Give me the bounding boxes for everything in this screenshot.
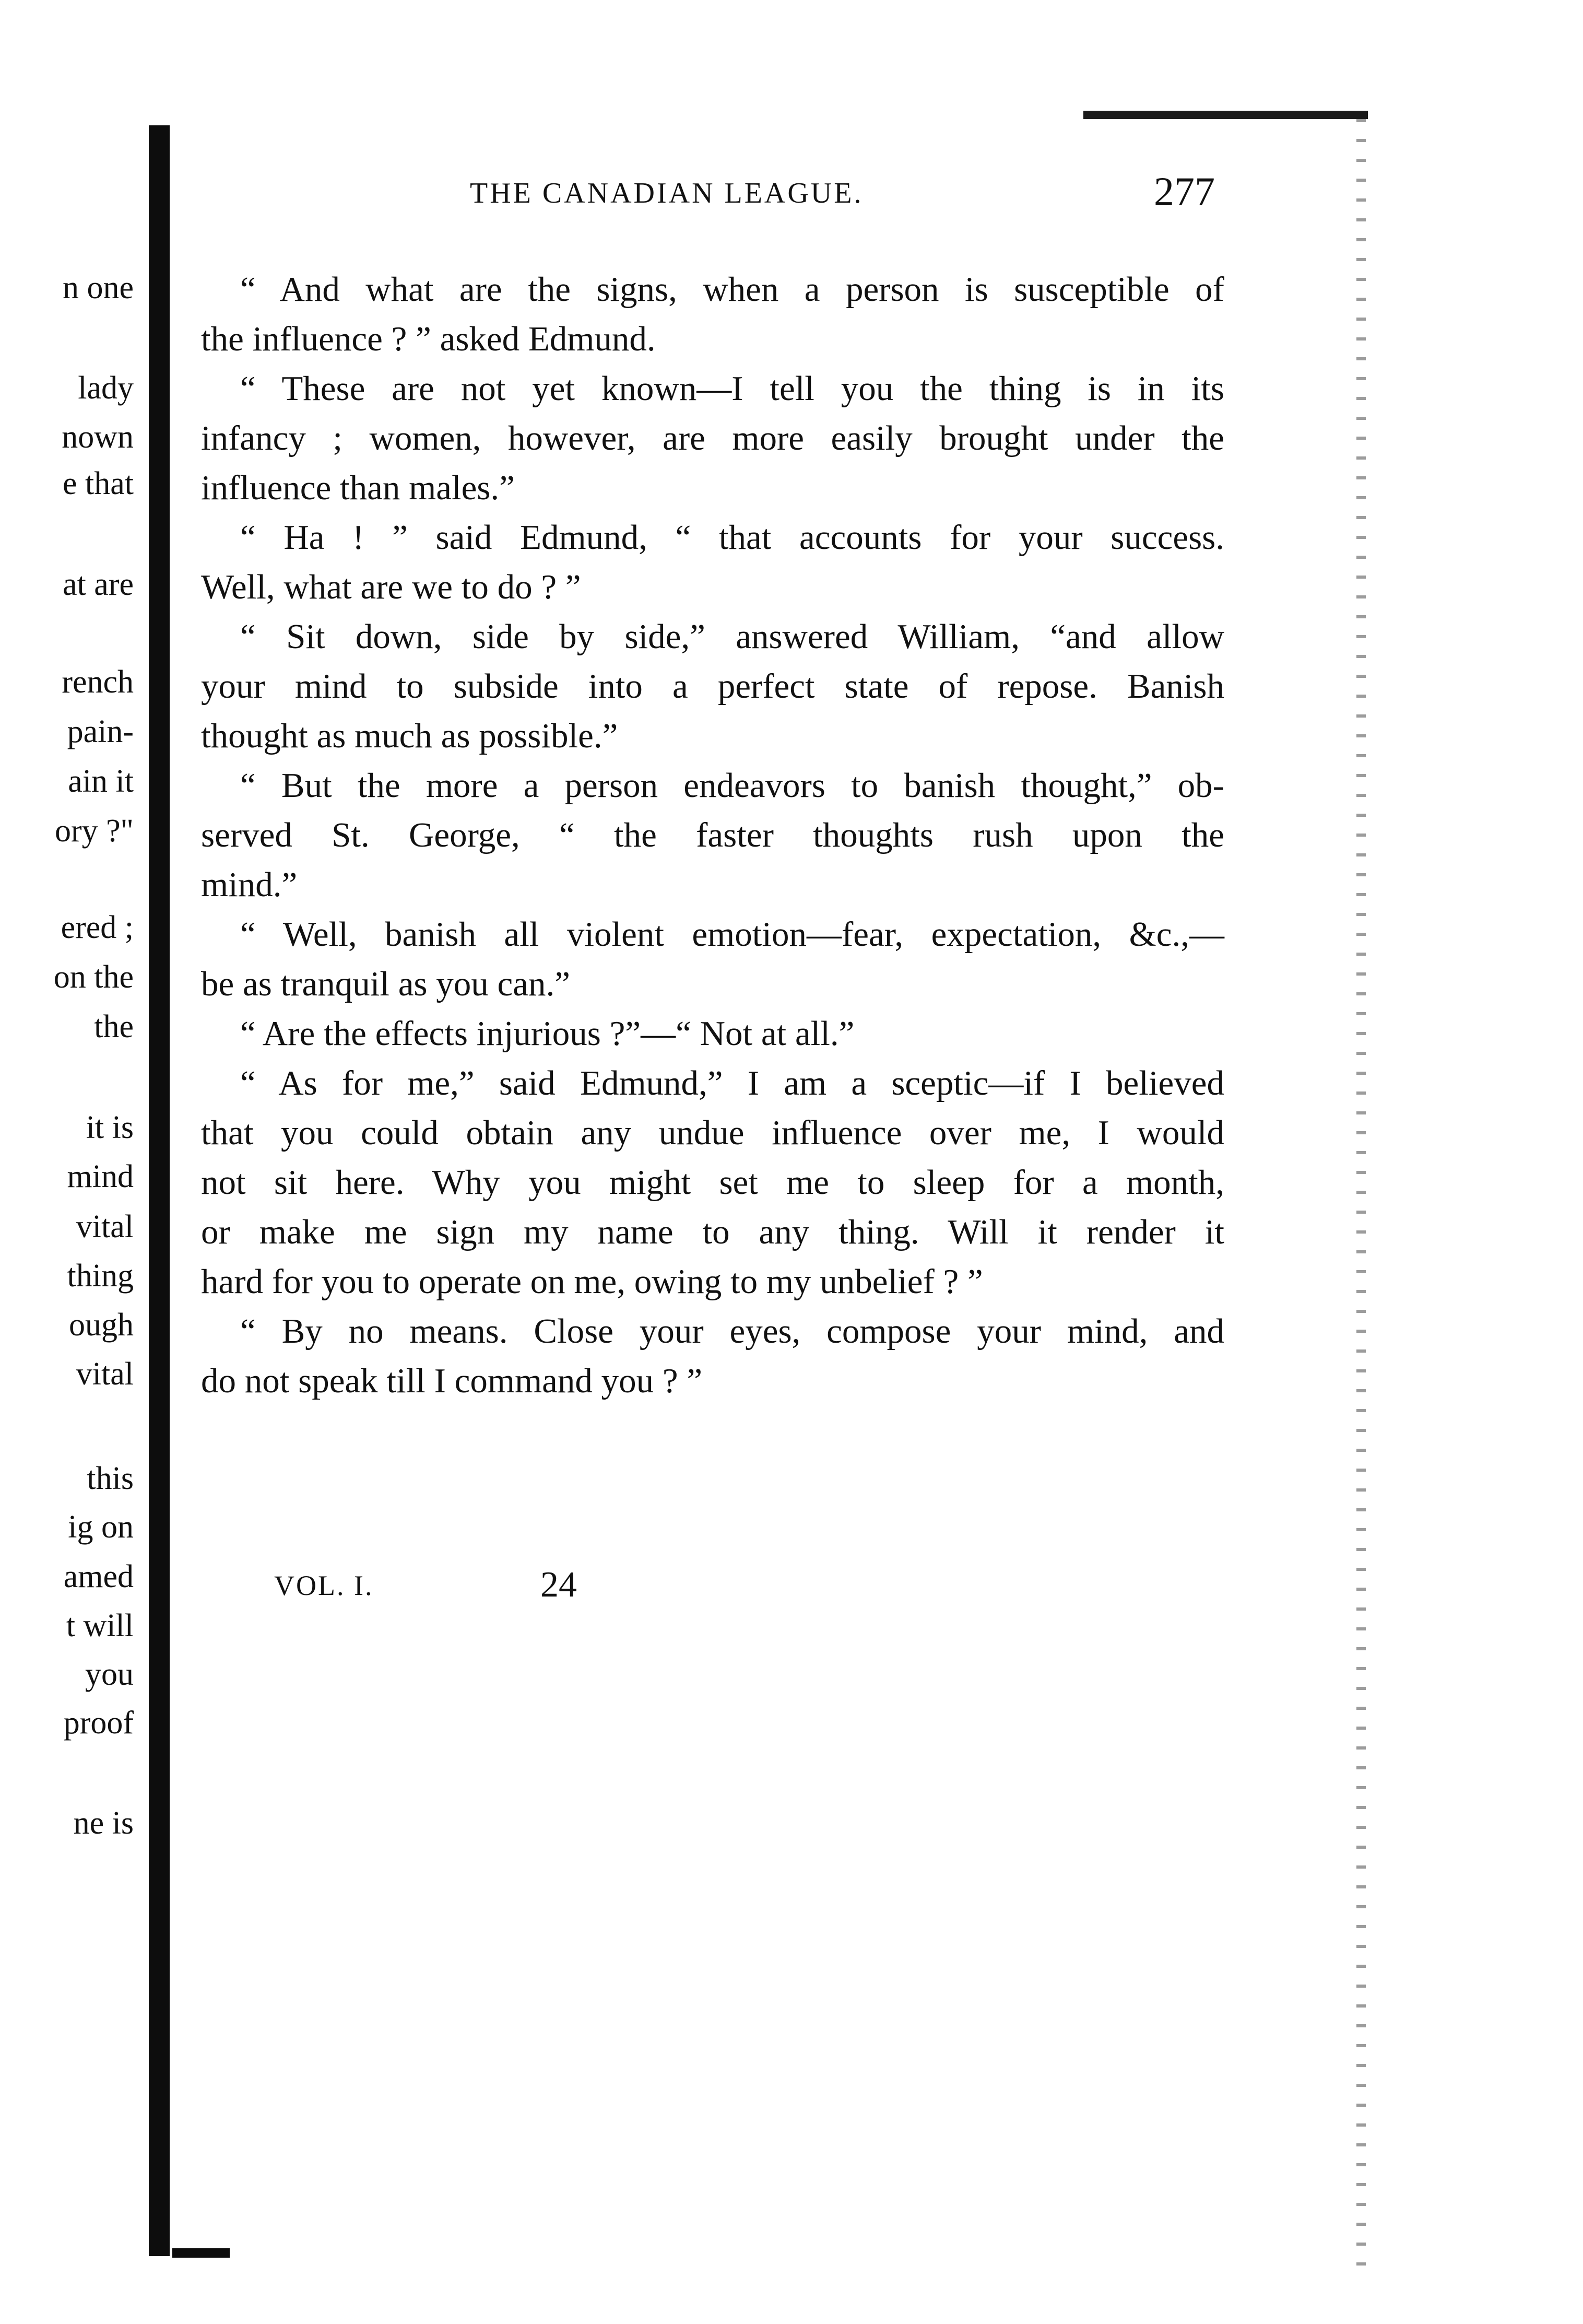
- text-line: your mind to subside into a perfect state of repose. Banish: [201, 667, 1224, 706]
- margin-fragment: ory ?": [55, 813, 134, 849]
- text-line: do not speak till I command you ? ”: [201, 1361, 703, 1400]
- text-line: “ Well, banish all violent emotion—fear, expectation, &c.,—: [240, 915, 1224, 954]
- binding-gutter-foot: [172, 2248, 230, 2258]
- margin-fragment: lady: [78, 370, 134, 406]
- margin-fragment: the: [94, 1009, 134, 1044]
- adjacent-page-fragments: [0, 0, 172, 2324]
- margin-fragment: amed: [63, 1559, 134, 1594]
- margin-fragment: proof: [63, 1705, 134, 1741]
- text-line: the influence ? ” asked Edmund.: [201, 320, 656, 358]
- text-line: influence than males.”: [201, 468, 515, 507]
- top-rule: [1083, 111, 1368, 119]
- margin-fragment: ered ;: [61, 910, 134, 945]
- text-line: “ Sit down, side by side,” answered William, “and allow: [240, 617, 1224, 656]
- margin-fragment: this: [87, 1461, 134, 1496]
- right-page-edge: [1356, 119, 1366, 2271]
- text-line: that you could obtain any undue influence over me, I would: [201, 1113, 1224, 1152]
- margin-fragment: e that: [63, 466, 134, 501]
- margin-fragment: mind: [67, 1159, 134, 1194]
- text-line: “ But the more a person endeavors to banish thought,” ob-: [240, 766, 1224, 805]
- text-line: mind.”: [201, 865, 298, 904]
- body-text: [201, 265, 1224, 1406]
- text-line: served St. George, “ the faster thoughts rush upon the: [201, 816, 1224, 854]
- text-line: Well, what are we to do ? ”: [201, 568, 581, 606]
- margin-fragment: rench: [62, 664, 134, 700]
- margin-fragment: you: [85, 1657, 134, 1692]
- signature-number: 24: [540, 1565, 577, 1605]
- margin-fragment: t will: [66, 1608, 134, 1644]
- text-line: not sit here. Why you might set me to sleep for a month,: [201, 1163, 1224, 1202]
- margin-fragment: ig on: [68, 1509, 134, 1545]
- margin-fragment: ne is: [73, 1805, 134, 1841]
- text-line: or make me sign my name to any thing. Will it render it: [201, 1213, 1224, 1251]
- text-line: “ By no means. Close your eyes, compose your mind, and: [240, 1312, 1224, 1351]
- margin-fragment: on the: [53, 959, 134, 995]
- page-number: 277: [1154, 169, 1215, 214]
- text-line: be as tranquil as you can.”: [201, 965, 570, 1003]
- margin-fragment: pain-: [67, 714, 134, 749]
- margin-fragment: ain it: [68, 764, 134, 799]
- margin-fragment: thing: [67, 1258, 134, 1294]
- text-line: “ And what are the signs, when a person is susceptible of: [240, 270, 1224, 309]
- margin-fragment: it is: [86, 1110, 134, 1145]
- margin-fragment: vital: [76, 1356, 134, 1392]
- text-line: “ Are the effects injurious ?”—“ Not at all.”: [240, 1014, 855, 1053]
- text-line: hard for you to operate on me, owing to my unbelief ? ”: [201, 1262, 983, 1301]
- binding-gutter: [149, 125, 170, 2256]
- running-head: THE CANADIAN LEAGUE.: [470, 177, 864, 209]
- text-line: “ As for me,” said Edmund,” I am a sceptic—if I believed: [240, 1064, 1224, 1102]
- signature-volume: VOL. I.: [274, 1570, 374, 1601]
- margin-fragment: at are: [63, 567, 134, 602]
- text-line: “ Ha ! ” said Edmund, “ that accounts for your success.: [240, 518, 1224, 557]
- text-line: infancy ; women, however, are more easily brought under the: [201, 419, 1224, 457]
- margin-fragment: ough: [69, 1307, 134, 1343]
- margin-fragment: vital: [76, 1209, 134, 1245]
- margin-fragment: nown: [62, 419, 134, 455]
- margin-fragment: n one: [62, 270, 134, 306]
- text-line: “ These are not yet known—I tell you the thing is in its: [240, 369, 1224, 408]
- text-line: thought as much as possible.”: [201, 717, 618, 755]
